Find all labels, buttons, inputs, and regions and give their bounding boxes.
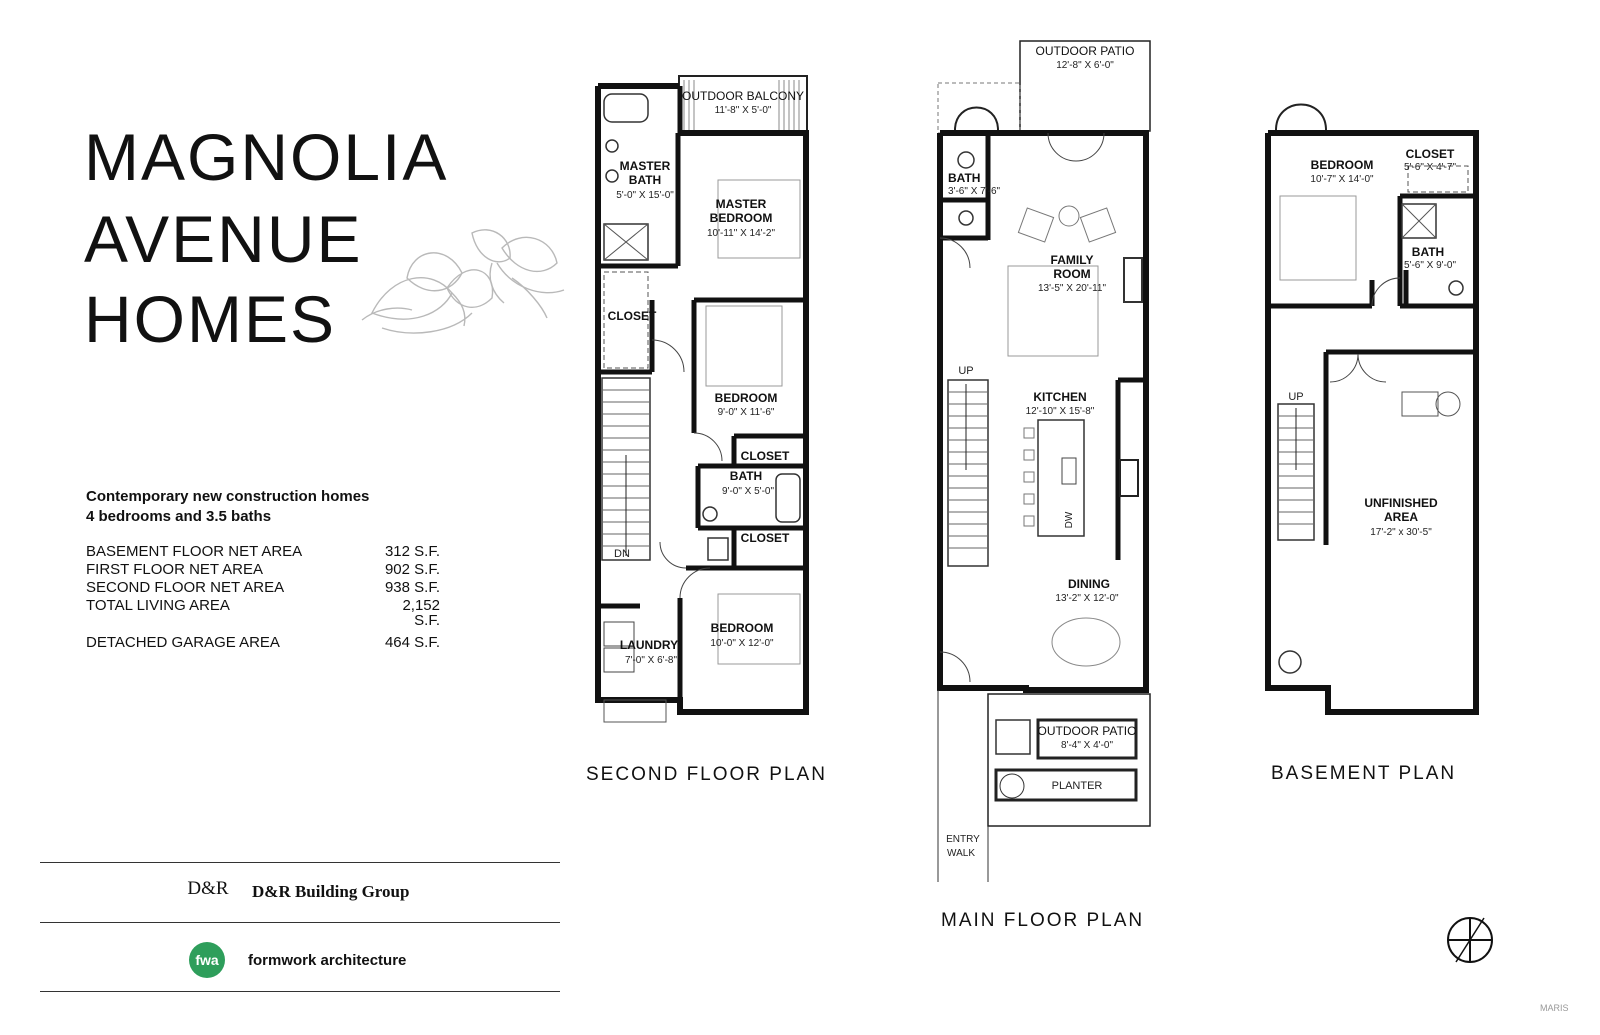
master-bath-label-1: MASTER [619,159,671,173]
area-value: 902 S.F. [384,561,440,578]
closet-label: CLOSET [740,449,790,463]
kitchen-dim: 12'-10" X 15'-8" [1025,406,1095,417]
entry-walk-label-1: ENTRY [946,834,980,845]
area-label: TOTAL LIVING AREA [86,597,230,614]
area-label: SECOND FLOOR NET AREA [86,579,285,596]
description-line-1: Contemporary new construction homes [86,488,370,505]
patio-top-label: OUTDOOR PATIO [1035,44,1135,58]
master-bedroom-label-1: MASTER [715,197,767,211]
kitchen-label: KITCHEN [1033,390,1087,404]
bath-dim: 9'-0" X 5'-0" [721,486,775,497]
bedroom-dim: 9'-0" X 11'-6" [717,407,775,418]
main-floor-title: MAIN FLOOR PLAN [941,910,1145,931]
area-value: 464 S.F. [384,634,440,651]
master-bedroom-label-2: BEDROOM [709,211,773,225]
bedroom-label: BEDROOM [714,391,778,405]
bedroom-label: BEDROOM [1310,158,1374,172]
stair-label: UP [1288,391,1304,403]
balcony-dim: 11'-8" X 5'-0" [714,105,772,116]
second-floor-plan [598,76,807,722]
stair-label: UP [958,365,974,377]
main-floor-plan [938,41,1150,882]
title-line-3: HOMES [84,282,337,356]
basement-plan [1268,105,1476,713]
area-value: 2,152 S.F. [402,597,440,629]
builder-logo: D&R [187,878,229,899]
bedroom-dim: 10'-0" X 12'-0" [710,638,774,649]
north-arrow-icon [1448,918,1492,962]
closet-dim: 5'-6" X 4'-7" [1403,162,1457,173]
family-room-dim: 13'-5" X 20'-11" [1038,283,1106,294]
bath-label: BATH [1411,245,1445,259]
area-label: DETACHED GARAGE AREA [86,634,280,651]
architect-logo: fwa [189,942,225,978]
balcony-label: OUTDOOR BALCONY [681,89,805,103]
dining-label: DINING [1068,577,1110,591]
unfinished-area-dim: 17'-2" x 30'-5" [1370,527,1432,538]
stair-label: DN [614,548,630,560]
bath-dim: 3'-6" X 7'-6" [948,186,1001,197]
architect-name: formwork architecture [248,952,407,969]
entry-walk-label-2: WALK [947,848,975,859]
master-bath-dim: 5'-0" X 15'-0" [616,190,674,201]
master-bedroom-dim: 10'-11" X 14'-2" [707,228,775,239]
second-floor-title: SECOND FLOOR PLAN [586,764,827,785]
area-value: 312 S.F. [384,543,440,560]
family-room-label-1: FAMILY [1050,253,1094,267]
area-value: 938 S.F. [384,579,440,596]
watermark: MARIS [1540,1003,1569,1013]
bedroom-dim: 10'-7" X 14'-0" [1310,174,1374,185]
closet-label: CLOSET [1405,147,1455,161]
builder-name: D&R Building Group [252,882,410,901]
family-room-label-2: ROOM [1053,267,1091,281]
bath-label: BATH [948,171,981,185]
area-label: BASEMENT FLOOR NET AREA [86,543,303,560]
closet-label: CLOSET [607,309,657,323]
closet-label: CLOSET [740,531,790,545]
title-line-1: MAGNOLIA [84,120,449,194]
unfinished-area-label-2: AREA [1383,510,1419,524]
bath-label: BATH [729,469,763,483]
dining-dim: 13'-2" X 12'-0" [1055,593,1119,604]
dishwasher-label: DW [1064,511,1075,529]
basement-title: BASEMENT PLAN [1271,763,1457,784]
patio-top-dim: 12'-8" X 6'-0" [1056,60,1114,71]
patio-bottom-dim: 8'-4" X 4'-0" [1060,740,1114,751]
master-bath-label-2: BATH [628,173,662,187]
description-line-2: 4 bedrooms and 3.5 baths [86,508,272,525]
bedroom-label: BEDROOM [710,621,774,635]
unfinished-area-label-1: UNFINISHED [1364,496,1438,510]
laundry-label: LAUNDRY [619,638,679,652]
laundry-dim: 7'-0" X 6'-8" [624,655,678,666]
planter-label: PLANTER [1051,780,1103,792]
bath-dim: 5'-6" X 9'-0" [1403,260,1457,271]
patio-bottom-label: OUTDOOR PATIO [1037,724,1137,738]
area-label: FIRST FLOOR NET AREA [86,561,263,578]
title-line-2: AVENUE [84,202,363,276]
